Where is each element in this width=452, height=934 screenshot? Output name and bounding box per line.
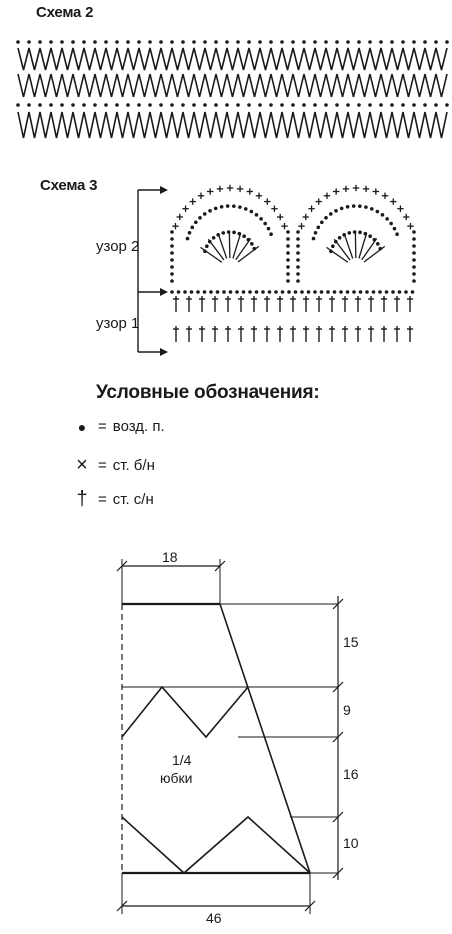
- pattern-zigzag: [122, 687, 248, 737]
- legend-text-chain: возд. п.: [112, 418, 165, 435]
- pattern1-label: узор 1: [96, 315, 140, 332]
- pattern2-label: узор 2: [96, 238, 140, 255]
- dagger-icon: †: [76, 488, 88, 510]
- equals-sign: =: [98, 491, 107, 508]
- cross-icon: ×: [76, 454, 88, 476]
- height-label-2: 9: [343, 702, 351, 718]
- legend-text-dc: ст. с/н: [112, 491, 154, 508]
- piece-label-text: юбки: [160, 770, 193, 786]
- height-label-4: 10: [343, 835, 359, 851]
- dot-icon: ●: [77, 418, 87, 435]
- pattern-zigzag: [122, 817, 310, 873]
- height-label-1: 15: [343, 634, 359, 650]
- legend-text-sc: ст. б/н: [112, 457, 155, 474]
- bottom-width-label: 46: [206, 910, 222, 926]
- top-width-label: 18: [162, 549, 178, 565]
- legend-title: Условные обозначения:: [96, 382, 320, 403]
- scheme3-title: Схема 3: [40, 177, 98, 194]
- piece-label-fraction: 1/4: [172, 752, 192, 768]
- equals-sign: =: [98, 418, 107, 435]
- equals-sign: =: [98, 457, 107, 474]
- height-label-3: 16: [343, 766, 359, 782]
- scheme2-title: Схема 2: [36, 4, 94, 21]
